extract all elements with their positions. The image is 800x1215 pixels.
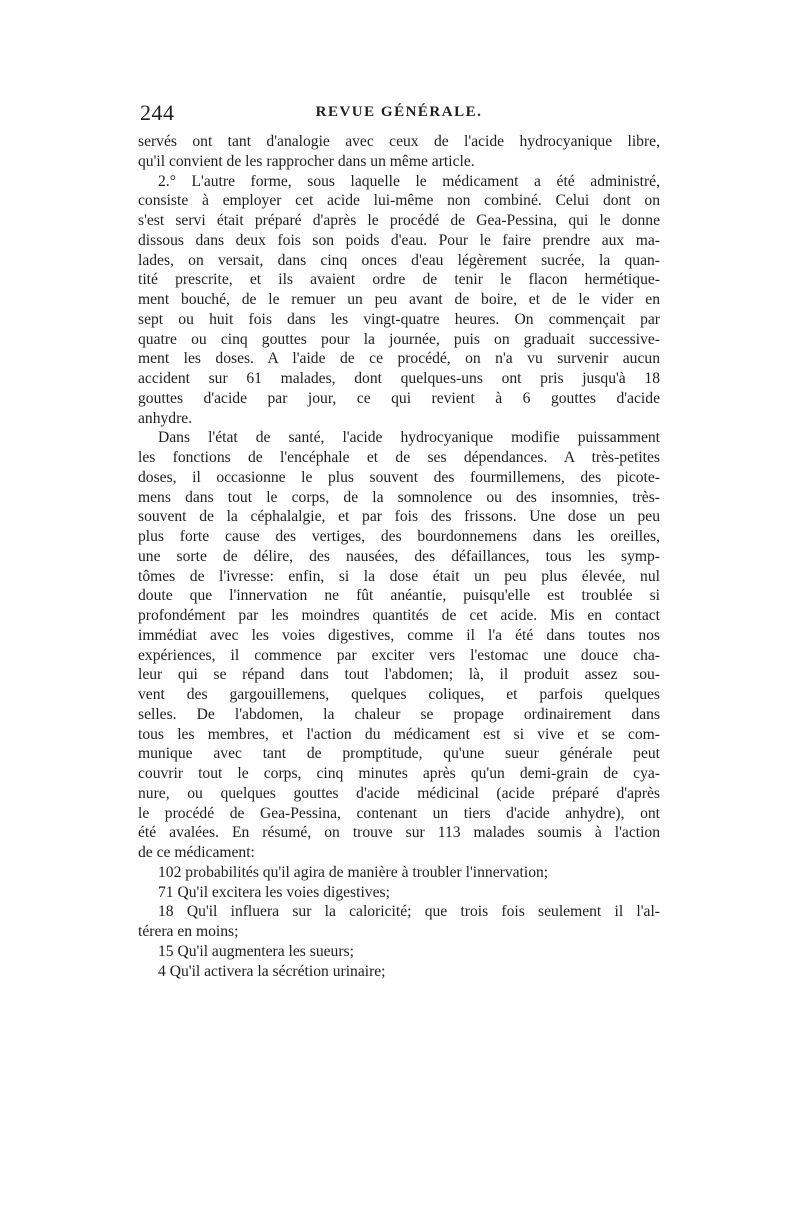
text-line: anhydre. <box>138 409 193 427</box>
text-line: tous les membres, et l'action du médicament est si vive et se com- <box>138 725 660 743</box>
text-line: les fonctions de l'encéphale et de ses dépendances. A très-petites <box>138 449 660 466</box>
text-line: térera en moins; <box>138 923 239 940</box>
text-line: 2.° L'autre forme, sous laquelle le médicament a été administré, <box>158 172 660 190</box>
text-line: profondément par les moindres quantités de cet acide. Mis en contact <box>138 607 660 624</box>
text-line: souvent de la céphalalgie, et par fois des frissons. Une dose un peu <box>138 508 660 526</box>
text-line: mens dans tout le corps, de la somnolence ou des insomnies, très- <box>138 488 660 506</box>
text-line: lades, on versait, dans cinq onces d'eau légèrement sucrée, la quan- <box>138 251 660 269</box>
text-line: s'est servi était préparé d'après le procédé de Gea-Pessina, qui le donne <box>138 212 660 229</box>
text-line: accident sur 61 malades, dont quelques-uns ont pris jusqu'à 18 <box>138 370 660 387</box>
text-line: consiste à employer cet acide lui-même non combiné. Celui dont on <box>138 192 660 210</box>
running-head <box>138 100 660 132</box>
text-line: immédiat avec les voies digestives, comme il l'a été dans toutes nos <box>138 626 660 644</box>
text-line: 4 Qu'il activera la sécrétion urinaire; <box>158 962 386 980</box>
text-line: été avalées. En résumé, on trouve sur 113 malades soumis à l'action <box>138 824 660 842</box>
text-line: 15 Qu'il augmentera les sueurs; <box>158 942 354 960</box>
text-line: ment les doses. A l'aide de ce procédé, on n'a vu survenir aucun <box>138 350 660 368</box>
text-line: dissous dans deux fois son poids d'eau. Pour le faire prendre aux ma- <box>138 231 660 249</box>
text-line: vent des gargouillemens, quelques coliques, et parfois quelques <box>138 686 660 703</box>
text-line: 18 Qu'il influera sur la caloricité; que trois fois seulement il l'al- <box>158 903 660 921</box>
text-line: 102 probabilités qu'il agira de manière à troubler l'innervation; <box>158 863 549 881</box>
text-line: Dans l'état de santé, l'acide hydrocyanique modifie puissamment <box>158 429 660 447</box>
text-line: servés ont tant d'analogie avec ceux de l'acide hydrocyanique libre, <box>138 133 660 150</box>
text-line: doses, il occasionne le plus souvent des fourmillemens, des picote- <box>138 468 660 486</box>
book-page <box>138 100 660 981</box>
text-line: doute que l'innervation ne fût anéantie, puisqu'elle est troublée si <box>138 587 660 605</box>
body-text <box>138 132 660 981</box>
text-line: 71 Qu'il excitera les voies digestives; <box>158 883 390 901</box>
text-line: nure, ou quelques gouttes d'acide médicinal (acide préparé d'après <box>138 784 660 802</box>
text-line: tité prescrite, et ils avaient ordre de tenir le flacon hermétique- <box>138 271 660 289</box>
text-line: tômes de l'ivresse: enfin, si la dose était un peu plus élevée, nul <box>138 567 660 585</box>
text-line: expériences, il commence par exciter vers l'estomac une douce cha- <box>138 646 660 664</box>
running-title: REVUE GÉNÉRALE. <box>315 104 483 120</box>
text-line: quatre ou cinq gouttes pour la journée, puis on graduait successive- <box>138 330 660 348</box>
page-number: 244 <box>140 100 175 125</box>
text-line: sept ou huit fois dans les vingt-quatre heures. On commençait par <box>138 310 660 328</box>
text-line: leur qui se répand dans tout l'abdomen; là, il produit assez sou- <box>138 666 660 684</box>
text-line: gouttes d'acide par jour, ce qui revient à 6 gouttes d'acide <box>138 389 660 407</box>
text-line: de ce médicament: <box>138 844 255 861</box>
text-line: plus forte cause des vertiges, des bourdonnemens dans les oreilles, <box>138 528 660 545</box>
text-line: qu'il convient de les rapprocher dans un même article. <box>138 152 475 170</box>
text-line: selles. De l'abdomen, la chaleur se propage ordinairement dans <box>138 705 660 723</box>
text-line: ment bouché, de le remuer un peu avant de boire, et de le vider en <box>138 291 660 308</box>
text-line: le procédé de Gea-Pessina, contenant un tiers d'acide anhydre), ont <box>138 804 660 822</box>
text-line: une sorte de délire, des nausées, des défaillances, tous les symp- <box>138 547 660 565</box>
text-line: munique avec tant de promptitude, qu'une sueur générale peut <box>138 745 660 763</box>
text-line: couvrir tout le corps, cinq minutes après qu'un demi-grain de cya- <box>138 765 660 782</box>
